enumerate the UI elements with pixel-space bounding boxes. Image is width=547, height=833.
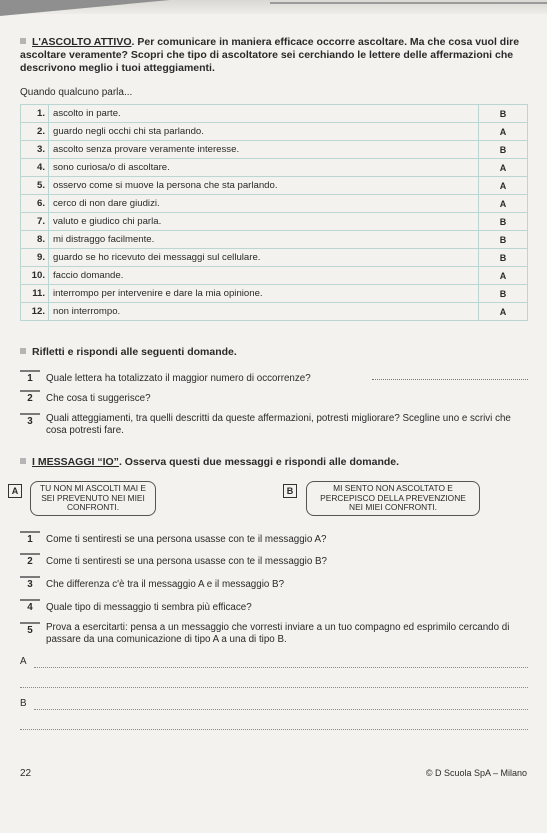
statement-text: cerco di non dare giudizi. <box>49 195 479 213</box>
statement-text: osservo come si muove la persona che sta parlando. <box>49 177 479 195</box>
answer-line-b-2[interactable] <box>20 729 528 730</box>
statement-row <box>21 123 528 141</box>
statement-row <box>21 249 528 267</box>
answer-line-a[interactable] <box>34 667 528 668</box>
statement-number: 10. <box>21 267 49 285</box>
question-number: 1 <box>20 531 40 546</box>
statement-number: 11. <box>21 285 49 303</box>
statement-letter[interactable]: A <box>479 195 528 213</box>
statement-text: guardo negli occhi chi sta parlando. <box>49 123 479 141</box>
statement-row <box>21 195 528 213</box>
section-rifletti-title <box>20 346 237 359</box>
statement-row <box>21 105 528 123</box>
statement-number: 7. <box>21 213 49 231</box>
statement-row <box>21 159 528 177</box>
statement-row <box>21 267 528 285</box>
question-text: Che differenza c'è tra il messaggio A e il messaggio B? <box>46 579 285 590</box>
question-text: Quale tipo di messaggio ti sembra più efficace? <box>46 602 252 613</box>
statement-number: 5. <box>21 177 49 195</box>
statement-row <box>21 303 528 321</box>
statement-number: 4. <box>21 159 49 177</box>
section-title-text: Rifletti e rispondi alle seguenti domande. <box>32 346 237 358</box>
statement-row <box>21 285 528 303</box>
statement-row <box>21 213 528 231</box>
statement-text: guardo se ho ricevuto dei messaggi sul cellulare. <box>49 249 479 267</box>
statement-letter[interactable]: A <box>479 159 528 177</box>
question-number: 5 <box>20 622 40 646</box>
statements-table <box>20 104 528 321</box>
question-s2-3 <box>20 413 532 437</box>
question-number: 4 <box>20 599 40 614</box>
question-number: 3 <box>20 576 40 591</box>
answer-label-a: A <box>20 656 27 667</box>
section-title-lead: I MESSAGGI “IO” <box>32 456 119 468</box>
question-text: Come ti sentiresti se una persona usasse con te il messaggio B? <box>46 556 327 567</box>
answer-line-b[interactable] <box>34 709 528 710</box>
statement-number: 8. <box>21 231 49 249</box>
statement-letter[interactable]: B <box>479 213 528 231</box>
statement-text: ascolto in parte. <box>49 105 479 123</box>
question-s2-1 <box>20 370 530 385</box>
answer-label-b: B <box>20 698 27 709</box>
statement-number: 3. <box>21 141 49 159</box>
page-corner-fold <box>0 0 170 16</box>
answer-line-a-2[interactable] <box>20 687 528 688</box>
statement-text: faccio domande. <box>49 267 479 285</box>
copyright: © D Scuola SpA – Milano <box>425 768 527 778</box>
statement-row <box>21 141 528 159</box>
question-number: 2 <box>20 390 40 405</box>
statement-number: 6. <box>21 195 49 213</box>
question-number: 3 <box>20 413 40 437</box>
question-s3-2 <box>20 553 530 568</box>
square-bullet-icon <box>20 458 26 464</box>
section-title-rest: . Per comunicare in maniera efficace occorre ascoltare. Ma che cosa vuol dire ascoltare veramente? Scopri che tipo di ascoltatore sei cerchiando le lettere delle affermazioni che descrivono meglio i tuoi atteggiamenti. <box>20 36 520 74</box>
statement-letter[interactable]: B <box>479 231 528 249</box>
message-b-bubble: MI SENTO NON ASCOLTATO E PERCEPISCO DELLA PREVENZIONE NEI MIEI CONFRONTI. <box>306 481 480 516</box>
statement-text: non interrompo. <box>49 303 479 321</box>
statement-row <box>21 177 528 195</box>
statement-letter[interactable]: B <box>479 285 528 303</box>
statement-text: interrompo per intervenire e dare la mia opinione. <box>49 285 479 303</box>
statement-text: mi distraggo facilmente. <box>49 231 479 249</box>
statement-text: valuto e giudico chi parla. <box>49 213 479 231</box>
message-a-bubble: TU NON MI ASCOLTI MAI E SEI PREVENUTO NEI MIEI CONFRONTI. <box>30 481 156 516</box>
table-intro: Quando qualcuno parla... <box>20 87 133 98</box>
square-bullet-icon <box>20 38 26 44</box>
question-s3-3 <box>20 576 530 591</box>
statement-letter[interactable]: B <box>479 105 528 123</box>
question-s3-4 <box>20 599 530 614</box>
question-s3-5 <box>20 622 532 646</box>
section-title-lead: L'ASCOLTO ATTIVO <box>32 36 132 48</box>
message-a-label: A <box>8 484 22 498</box>
statement-letter[interactable]: B <box>479 141 528 159</box>
question-s2-2 <box>20 390 530 405</box>
statement-text: ascolto senza provare veramente interesse. <box>49 141 479 159</box>
statement-number: 9. <box>21 249 49 267</box>
statement-letter[interactable]: A <box>479 177 528 195</box>
square-bullet-icon <box>20 348 26 354</box>
answer-line[interactable] <box>372 379 528 380</box>
section-ascolto-attivo-title <box>20 36 540 75</box>
section-title-rest: . Osserva questi due messaggi e rispondi alle domande. <box>118 456 400 468</box>
question-text: Quali atteggiamenti, tra quelli descritti da queste affermazioni, potresti migliorare? Scegline uno e scrivi che cosa potresti fare. <box>46 413 511 436</box>
statement-letter[interactable]: A <box>479 303 528 321</box>
message-b-label: B <box>283 484 297 498</box>
question-number: 2 <box>20 553 40 568</box>
statement-letter[interactable]: B <box>479 249 528 267</box>
statement-text: sono curiosa/o di ascoltare. <box>49 159 479 177</box>
question-text: Come ti sentiresti se una persona usasse con te il messaggio A? <box>46 534 327 545</box>
statement-number: 12. <box>21 303 49 321</box>
question-text: Quale lettera ha totalizzato il maggior numero di occorrenze? <box>46 373 311 384</box>
question-s3-1 <box>20 531 530 546</box>
section-messaggi-io-title <box>20 456 399 469</box>
page-number: 22 <box>20 768 32 779</box>
statement-letter[interactable]: A <box>479 123 528 141</box>
statement-number: 1. <box>21 105 49 123</box>
statement-number: 2. <box>21 123 49 141</box>
page-top-rule <box>270 2 547 4</box>
question-text: Che cosa ti suggerisce? <box>46 393 151 404</box>
question-text: Prova a esercitarti: pensa a un messaggio che vorresti inviare a un tuo compagno ed esprimilo cercando di passare da una comunicazione di tipo A a una di tipo B. <box>46 622 510 645</box>
statement-letter[interactable]: A <box>479 267 528 285</box>
statement-row <box>21 231 528 249</box>
question-number: 1 <box>20 370 40 385</box>
